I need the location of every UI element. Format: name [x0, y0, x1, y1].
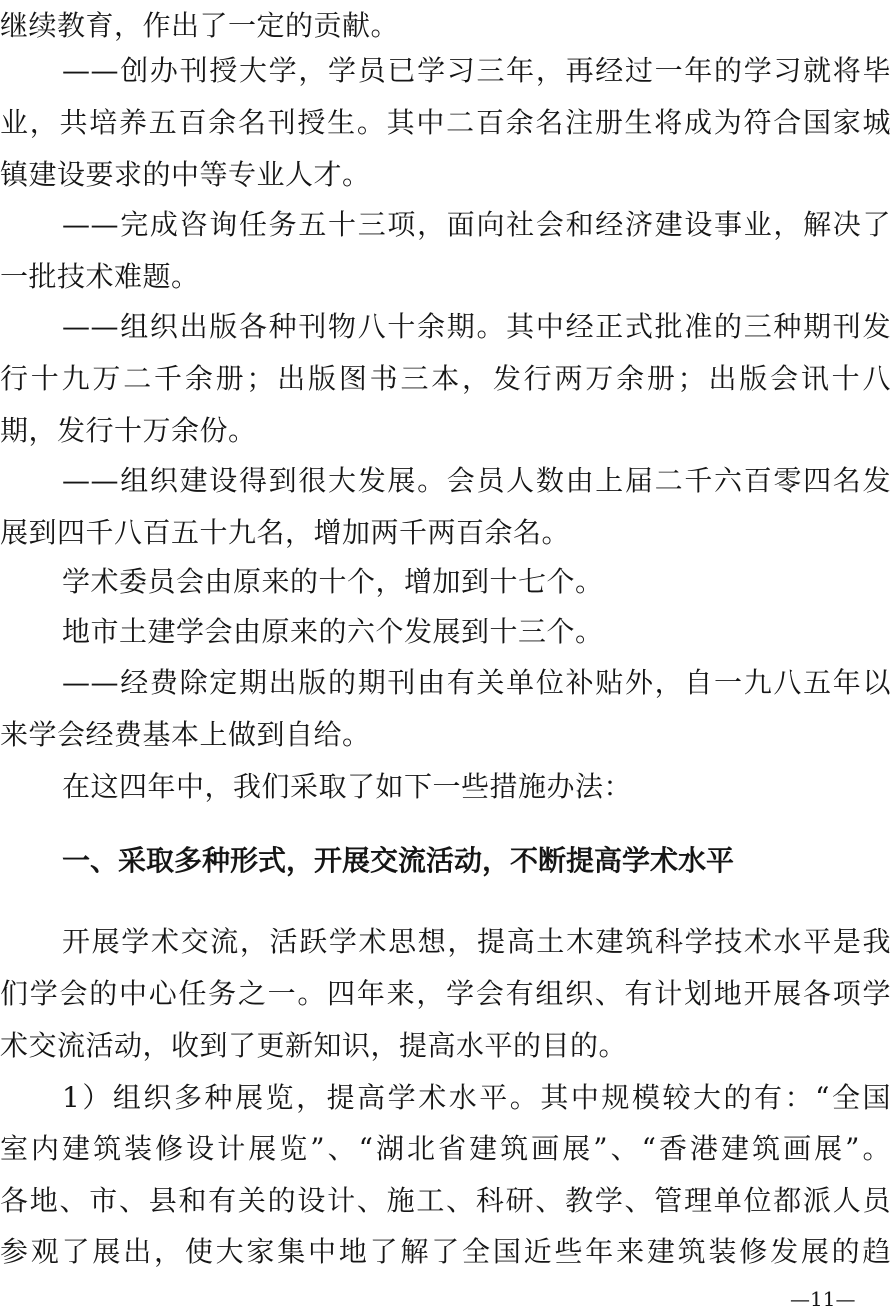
paragraph-line: 各地、市、县和有关的设计、施工、科研、教学、管理单位都派人员 [0, 1184, 891, 1217]
paragraph-line: 们学会的中心任务之一。四年来，学会有组织、有计划地开展各项学 [0, 977, 891, 1010]
paragraph-line: 学术委员会由原来的十个，增加到十七个。 [62, 565, 604, 598]
page-number: —11— [790, 1287, 856, 1311]
paragraph-line: 期，发行十万余份。 [0, 414, 257, 447]
section-heading: 一、采取多种形式，开展交流活动，不断提高学术水平 [62, 844, 735, 877]
paragraph-line: 一批技术难题。 [0, 260, 200, 293]
paragraph-line: 来学会经费基本上做到自给。 [0, 718, 371, 751]
paragraph-line: 参观了展出，使大家集中地了解了全国近些年来建筑装修发展的趋 [0, 1235, 891, 1268]
paragraph-line: ——经费除定期出版的期刊由有关单位补贴外，自一九八五年以 [62, 666, 891, 699]
paragraph-line: ——组织出版各种刊物八十余期。其中经正式批准的三种期刊发 [62, 310, 891, 343]
paragraph-line: ——组织建设得到很大发展。会员人数由上届二千六百零四名发 [62, 464, 891, 497]
paragraph-line: 1）组织多种展览，提高学术水平。其中规模较大的有：“全国 [62, 1081, 891, 1114]
paragraph-line: 行十九万二千余册；出版图书三本，发行两万余册；出版会讯十八 [0, 362, 891, 395]
paragraph-line: 开展学术交流，活跃学术思想，提高土木建筑科学技术水平是我 [62, 925, 891, 958]
paragraph-line: 展到四千八百五十九名，增加两千两百余名。 [0, 516, 571, 549]
paragraph-line: 地市土建学会由原来的六个发展到十三个。 [62, 615, 604, 648]
paragraph-line: ——完成咨询任务五十三项，面向社会和经济建设事业，解决了 [62, 208, 891, 241]
paragraph-line: 业，共培养五百余名刊授生。其中二百余名注册生将成为符合国家城 [0, 106, 891, 139]
paragraph-line: 镇建设要求的中等专业人才。 [0, 158, 371, 191]
paragraph-line: 术交流活动，收到了更新知识，提高水平的目的。 [0, 1029, 628, 1062]
paragraph-line: ——创办刊授大学，学员已学习三年，再经过一年的学习就将毕 [62, 54, 891, 87]
paragraph-line: 室内建筑装修设计展览”、“湖北省建筑画展”、“香港建筑画展”。 [0, 1132, 891, 1165]
paragraph-line: 在这四年中，我们采取了如下一些措施办法： [62, 770, 633, 803]
paragraph-line: 继续教育，作出了一定的贡献。 [0, 9, 400, 42]
